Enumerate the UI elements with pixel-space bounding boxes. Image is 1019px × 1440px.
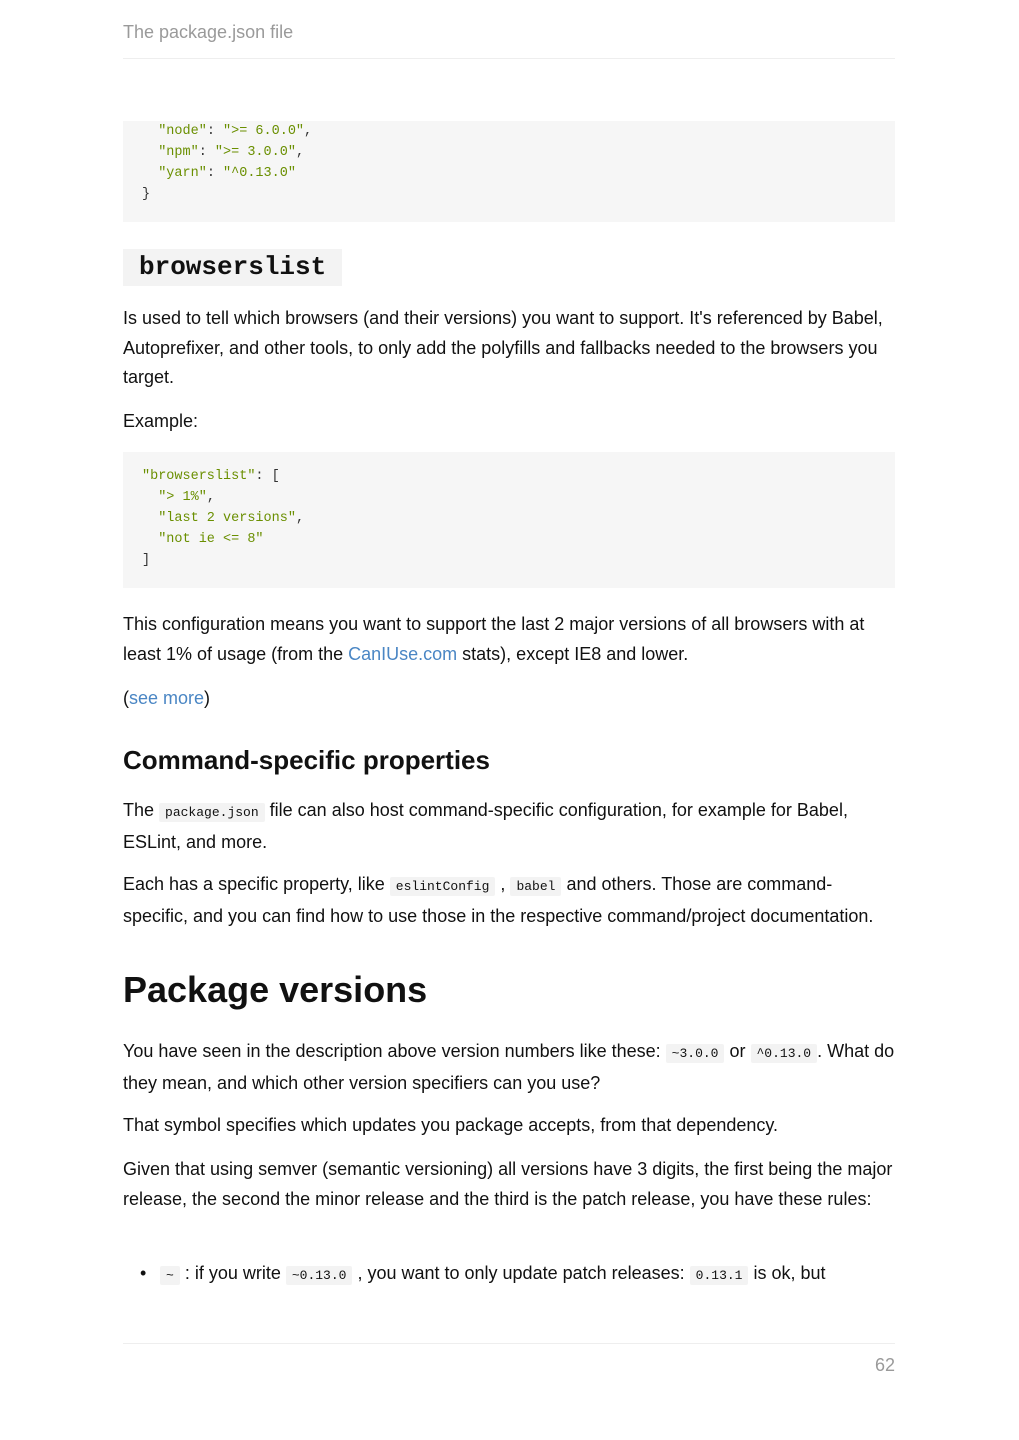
code-value: ">= 3.0.0": [214, 145, 296, 160]
text-run: stats), except IE8 and lower.: [457, 643, 689, 664]
code-value: "last 2 versions": [158, 511, 296, 526]
inline-code: babel: [510, 877, 561, 896]
text-run: The: [123, 800, 160, 820]
text-run: You have seen in the description above version numbers like these:: [123, 1041, 666, 1061]
text-run: . What do they mean, and which other version specifiers can you use?: [123, 1041, 895, 1093]
code-punct: ,: [295, 511, 305, 526]
inline-code: eslintConfig: [390, 877, 496, 896]
code-line: [142, 529, 895, 550]
code-line: [142, 487, 895, 508]
code-line: "npm": ">= 3.0.0",: [158, 145, 305, 160]
code-line: [142, 508, 895, 529]
text-run: : if you write: [179, 1263, 286, 1283]
code-line: }: [142, 187, 151, 202]
text-run: ,: [495, 874, 511, 894]
package-versions-heading: Package versions: [123, 969, 428, 1010]
inline-code: ~: [160, 1266, 180, 1285]
versions-paragraph-3: Given that using semver (semantic versioning) all versions have 3 digits, the first being the major release, the second the minor release and the third is the patch release, you have these rules:: [123, 1159, 893, 1209]
text-run: ): [204, 688, 211, 708]
code-line: [142, 466, 895, 487]
text-run: (: [123, 688, 129, 708]
versions-paragraph-1: [123, 1037, 895, 1098]
bullet-icon: •: [140, 1263, 147, 1283]
code-key: "browserslist": [142, 469, 256, 484]
command-paragraph-2: [123, 870, 895, 931]
browserslist-description: Is used to tell which browsers (and their versions) you want to support. It's referenced by Babel, Autoprefixer, and other tools, to only add the polyfills and fallbacks needed to the browsers you target.: [123, 308, 883, 387]
command-specific-heading: Command-specific properties: [123, 745, 490, 775]
example-label: Example:: [123, 411, 199, 431]
versions-paragraph-2: That symbol specifies which updates you package accepts, from that dependency.: [123, 1115, 779, 1135]
inline-code: ^0.13.0: [751, 1044, 818, 1063]
text-run: is ok, but: [748, 1263, 826, 1283]
code-line: "yarn": "^0.13.0": [158, 166, 296, 181]
see-more-link[interactable]: see more: [129, 688, 205, 708]
browserslist-heading: browserslist: [123, 249, 342, 286]
see-more-paragraph: [123, 684, 895, 714]
text-run: , you want to only update patch releases:: [352, 1263, 690, 1283]
command-paragraph-1: [123, 796, 895, 857]
code-value: ">= 6.0.0": [223, 124, 305, 139]
running-header: The package.json file: [123, 22, 294, 42]
code-punct: : [: [255, 469, 280, 484]
configuration-paragraph: [123, 610, 895, 669]
text-run: This configuration means you want to support the last 2 major versions of all browsers with at least 1% of usage (from the: [123, 614, 865, 664]
inline-code: package.json: [159, 803, 265, 822]
code-key: "npm": [158, 145, 199, 160]
code-punct: ,: [304, 124, 313, 139]
list-item: [123, 1259, 895, 1291]
page-number: 62: [874, 1355, 895, 1375]
engines-code-block: [123, 121, 895, 222]
caniuse-link[interactable]: CanIUse.com: [348, 643, 458, 664]
code-key: "node": [158, 124, 207, 139]
inline-code: ~3.0.0: [666, 1044, 725, 1063]
document-page: [123, 0, 895, 1440]
code-value: "not ie <= 8": [158, 532, 264, 547]
header-divider: [123, 58, 895, 59]
code-punct: ,: [206, 490, 215, 505]
code-key: "yarn": [158, 166, 207, 181]
text-run: and others. Those are command-specific, and you can find how to use those in the respective command/project documentation.: [123, 874, 874, 926]
version-rules-list: [123, 1259, 895, 1291]
footer-divider: [123, 1343, 895, 1344]
code-line: "node": ">= 6.0.0",: [158, 124, 313, 139]
text-run: Each has a specific property, like: [123, 874, 390, 894]
code-punct: ,: [295, 145, 305, 160]
browserslist-code-block: [123, 452, 895, 588]
text-run: file can also host command-specific configuration, for example for Babel, ESLint, and more.: [123, 800, 848, 852]
inline-code: ~0.13.0: [286, 1266, 353, 1285]
text-run: or: [724, 1041, 751, 1061]
inline-code: 0.13.1: [690, 1266, 749, 1285]
code-line: ]: [142, 553, 151, 568]
code-value: "> 1%": [158, 490, 207, 505]
code-value: "^0.13.0": [223, 166, 296, 181]
